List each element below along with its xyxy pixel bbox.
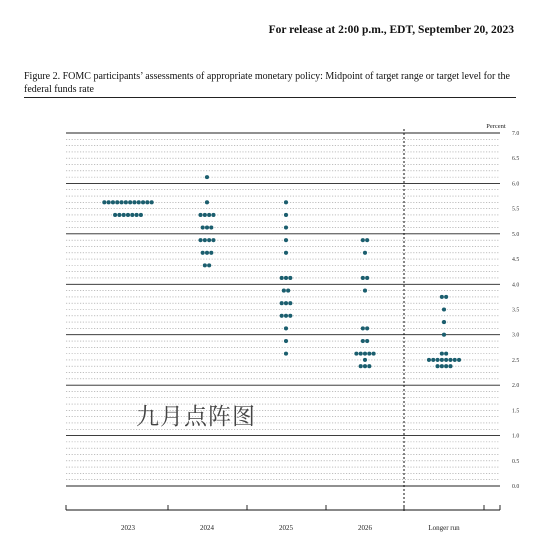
participant-dot (286, 289, 290, 293)
figure-caption: Figure 2. FOMC participants’ assessments of appropriate monetary policy: Midpoint of target range or target level for the federal funds rate (24, 71, 510, 95)
x-tick-label: 2025 (279, 524, 293, 532)
participant-dot (203, 263, 207, 267)
participant-dot (145, 200, 149, 204)
participant-dot (203, 238, 207, 242)
participant-dot (359, 352, 363, 356)
participant-dot (141, 200, 145, 204)
participant-dot (284, 238, 288, 242)
participant-dot (199, 238, 203, 242)
y-axis-title: Percent (486, 123, 506, 130)
participant-dot (205, 200, 209, 204)
x-tick-label: 2024 (200, 524, 214, 532)
participant-dot (137, 200, 141, 204)
participant-dot (282, 289, 286, 293)
y-tick-label: 5.5 (512, 206, 520, 213)
participant-dot (205, 175, 209, 179)
y-tick-label: 3.5 (512, 307, 520, 314)
x-tick-label: 2023 (121, 524, 135, 532)
participant-dot (361, 276, 365, 280)
participant-dot (284, 314, 288, 318)
participant-dot (442, 307, 446, 311)
participant-dot (436, 364, 440, 368)
participant-dot (367, 352, 371, 356)
participant-dot (207, 213, 211, 217)
participant-dot (288, 314, 292, 318)
participant-dot (203, 213, 207, 217)
y-tick-label: 2.5 (512, 357, 520, 364)
participant-dot (201, 226, 205, 230)
participant-dot (457, 358, 461, 362)
participant-dot (207, 238, 211, 242)
participant-dot (128, 200, 132, 204)
participant-dot (284, 352, 288, 356)
participant-dot (365, 276, 369, 280)
participant-dot (444, 358, 448, 362)
participant-dot (284, 213, 288, 217)
participant-dot (363, 251, 367, 255)
participant-dot (201, 251, 205, 255)
participant-dot (354, 352, 358, 356)
participant-dot (280, 276, 284, 280)
participant-dot (280, 314, 284, 318)
release-note: For release at 2:00 p.m., EDT, September 20, 2023 (268, 24, 514, 36)
participant-dot (280, 301, 284, 305)
participant-dot (199, 213, 203, 217)
y-tick-label: 5.0 (512, 231, 520, 238)
participant-dot (363, 289, 367, 293)
y-tick-label: 6.0 (512, 181, 520, 188)
participant-dot (211, 213, 215, 217)
participant-dot (365, 238, 369, 242)
participant-dot (361, 238, 365, 242)
participant-dot (284, 339, 288, 343)
participant-dot (453, 358, 457, 362)
participant-dot (444, 295, 448, 299)
participant-dot (363, 364, 367, 368)
participant-dot (115, 200, 119, 204)
participant-dot (440, 358, 444, 362)
participant-dot (207, 263, 211, 267)
participant-dot (139, 213, 143, 217)
participant-dot (427, 358, 431, 362)
participant-dot (107, 200, 111, 204)
participant-dot (102, 200, 106, 204)
y-tick-label: 1.5 (512, 408, 520, 415)
participant-dot (431, 358, 435, 362)
participant-dot (205, 226, 209, 230)
participant-dot (284, 251, 288, 255)
participant-dot (444, 364, 448, 368)
y-tick-label: 2.0 (512, 383, 520, 390)
y-tick-label: 6.5 (512, 156, 520, 163)
participant-dot (122, 213, 126, 217)
participant-dot (444, 352, 448, 356)
participant-dot (442, 333, 446, 337)
participant-dot (440, 352, 444, 356)
participant-dot (284, 226, 288, 230)
participant-dot (367, 364, 371, 368)
participant-dot (448, 358, 452, 362)
participant-dot (209, 226, 213, 230)
participant-dot (440, 295, 444, 299)
participant-dot (205, 251, 209, 255)
y-tick-label: 3.0 (512, 332, 520, 339)
participant-dot (442, 320, 446, 324)
participant-dot (448, 364, 452, 368)
participant-dot (209, 251, 213, 255)
participant-dot (359, 364, 363, 368)
participant-dot (211, 238, 215, 242)
participant-dot (284, 200, 288, 204)
participant-dot (365, 326, 369, 330)
x-tick-label: 2026 (358, 524, 372, 532)
participant-dot (284, 326, 288, 330)
participant-dot (117, 213, 121, 217)
participant-dot (365, 339, 369, 343)
participant-dot (132, 200, 136, 204)
y-tick-label: 1.0 (512, 433, 520, 440)
participant-dot (111, 200, 115, 204)
participant-dot (120, 200, 124, 204)
participant-dot (150, 200, 154, 204)
participant-dot (440, 364, 444, 368)
participant-dot (436, 358, 440, 362)
participant-dot (288, 276, 292, 280)
participant-dot (363, 352, 367, 356)
participant-dot (284, 301, 288, 305)
y-tick-label: 4.5 (512, 257, 520, 264)
watermark-text: 九月点阵图 (136, 404, 256, 430)
participant-dot (361, 339, 365, 343)
participant-dot (372, 352, 376, 356)
participant-dot (135, 213, 139, 217)
participant-dot (288, 301, 292, 305)
y-tick-label: 4.0 (512, 282, 520, 289)
x-tick-label: Longer run (428, 524, 460, 532)
y-tick-label: 0.0 (512, 484, 520, 490)
participant-dot (124, 200, 128, 204)
participant-dot (126, 213, 130, 217)
participant-dot (113, 213, 117, 217)
participant-dot (284, 276, 288, 280)
participant-dot (361, 326, 365, 330)
y-tick-label: 0.5 (512, 458, 520, 465)
participant-dot (130, 213, 134, 217)
participant-dot (363, 358, 367, 362)
y-tick-label: 7.0 (512, 131, 520, 137)
